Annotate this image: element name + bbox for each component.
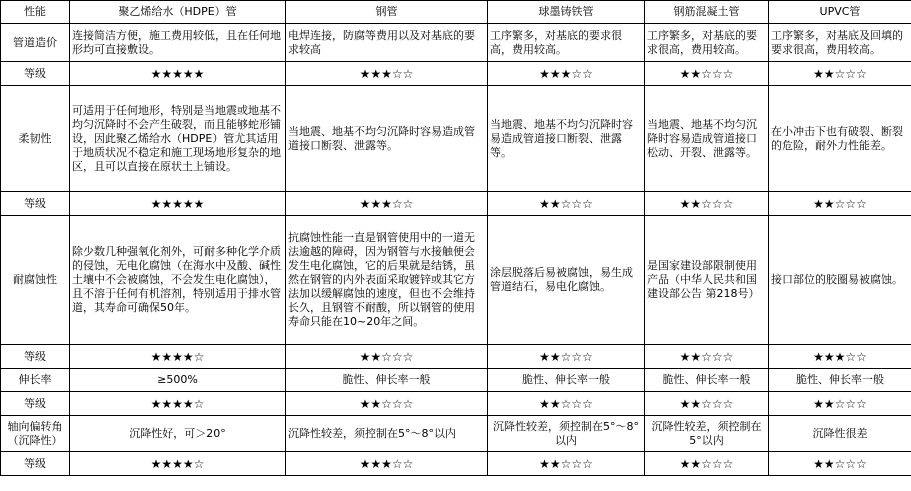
table-row-axial-deflection (1, 416, 911, 452)
cell-ductile-iron: 涂层脱落后易被腐蚀，易生成管道结石，易电化腐蚀。 (488, 216, 645, 345)
row-label: 伸长率 (1, 369, 70, 392)
rating-stars: ★★☆☆☆ (286, 392, 488, 416)
table-row-rating (1, 392, 911, 416)
row-label: 柔韧性 (1, 86, 70, 192)
cell-hdpe: 可适用于任何地形，特别是当地震或地基不均匀沉降时不会产生破裂，而且能够蛇形铺设，因此聚乙烯给水（HDPE）管尤其适用于地质状况不稳定和施工现场地形复杂的地区，且可以直接在原状土上铺设。 (70, 86, 286, 192)
row-label: 等级 (1, 192, 70, 216)
cell-ductile-iron: 脆性、伸长率一般 (488, 369, 645, 392)
rating-stars: ★★☆☆☆ (769, 62, 911, 86)
cell-upvc: 在小冲击下也有破裂、断裂的危险，耐外力性能差。 (769, 86, 911, 192)
rating-stars: ★★☆☆☆ (645, 345, 769, 369)
rating-stars: ★★☆☆☆ (286, 345, 488, 369)
header-steel: 钢管 (286, 1, 488, 24)
cell-concrete: 工序繁多，对基底的要求很高，费用较高。 (645, 24, 769, 62)
row-label: 等级 (1, 452, 70, 476)
cell-hdpe: 除少数几种强氧化剂外，可耐多种化学介质的侵蚀，无电化腐蚀（在海水中及酸、碱性土壤中不会被腐蚀，不会发生电化腐蚀），且不溶于任何有机溶剂，特别适用于排水管道，其寿命可确保50年。 (70, 216, 286, 345)
rating-stars: ★★★☆☆ (488, 62, 645, 86)
header-ductile-iron: 球墨铸铁管 (488, 1, 645, 24)
table-row-rating (1, 62, 911, 86)
table-row-rating (1, 345, 911, 369)
cell-upvc: 接口部位的胶圈易被腐蚀。 (769, 216, 911, 345)
rating-stars: ★★★★★ (70, 62, 286, 86)
cell-ductile-iron: 工序繁多，对基底的要求很高，费用较高。 (488, 24, 645, 62)
cell-concrete: 是国家建设部限制使用产品（中华人民共和国建设部公告 第218号） (645, 216, 769, 345)
row-label: 等级 (1, 392, 70, 416)
cell-steel: 电焊连接，防腐等费用以及对基底的要求较高 (286, 24, 488, 62)
cell-hdpe: ≥500% (70, 369, 286, 392)
rating-stars: ★★★★☆ (70, 392, 286, 416)
cell-upvc: 工序繁多，对基底及回填的要求很高，费用较高。 (769, 24, 911, 62)
cell-upvc: 沉降性很差 (769, 416, 911, 452)
rating-stars: ★★★☆☆ (286, 452, 488, 476)
row-label: 耐腐蚀性 (1, 216, 70, 345)
rating-stars: ★★☆☆☆ (769, 452, 911, 476)
row-label: 等级 (1, 62, 70, 86)
cell-ductile-iron: 沉降性较差，须控制在5°～8°以内 (488, 416, 645, 452)
header-hdpe: 聚乙烯给水（HDPE）管 (70, 1, 286, 24)
table-row-corrosion (1, 216, 911, 345)
rating-stars: ★★★★★ (70, 192, 286, 216)
header-concrete: 钢筋混凝土管 (645, 1, 769, 24)
table-row-cost (1, 24, 911, 62)
cell-concrete: 沉降性较差，须控制在5°以内 (645, 416, 769, 452)
rating-stars: ★★☆☆☆ (645, 192, 769, 216)
row-label: 管道造价 (1, 24, 70, 62)
table-row-toughness (1, 86, 911, 192)
cell-concrete: 当地震、地基不均匀沉降时容易造成管道接口松动、开裂、泄露等。 (645, 86, 769, 192)
rating-stars: ★★★☆☆ (286, 192, 488, 216)
table-row-rating (1, 452, 911, 476)
cell-steel: 沉降性较差，须控制在5°～8°以内 (286, 416, 488, 452)
cell-ductile-iron: 当地震、地基不均匀沉降时容易造成管道接口断裂、泄露等。 (488, 86, 645, 192)
rating-stars: ★★★★☆ (70, 345, 286, 369)
cell-upvc: 脆性、伸长率一般 (769, 369, 911, 392)
row-label: 轴向偏转角（沉降性） (1, 416, 70, 452)
table-row-rating (1, 192, 911, 216)
cell-steel: 当地震、地基不均匀沉降时容易造成管道接口断裂、泄露等。 (286, 86, 488, 192)
cell-concrete: 脆性、伸长率一般 (645, 369, 769, 392)
rating-stars: ★★☆☆☆ (488, 392, 645, 416)
table-row-elongation (1, 369, 911, 392)
rating-stars: ★★☆☆☆ (769, 392, 911, 416)
rating-stars: ★★☆☆☆ (645, 452, 769, 476)
cell-steel: 脆性、伸长率一般 (286, 369, 488, 392)
rating-stars: ★★☆☆☆ (645, 62, 769, 86)
header-performance: 性能 (1, 1, 70, 24)
cell-steel: 抗腐蚀性能一直是钢管使用中的一道无法逾越的障碍，因为钢管与水接触便会发生电化腐蚀，它的后果就是结锈，虽然在钢管的内外表面采取镀锌或其它方法加以缓解腐蚀的速度，但也不会维持长久，且钢管不耐酸，所以钢管的使用寿命只能在10~20年之间。 (286, 216, 488, 345)
rating-stars: ★★☆☆☆ (769, 192, 911, 216)
rating-stars: ★★☆☆☆ (488, 345, 645, 369)
rating-stars: ★★★☆☆ (286, 62, 488, 86)
cell-hdpe: 连接简洁方便，施工费用较低，且在任何地形均可直接敷设。 (70, 24, 286, 62)
header-row (1, 1, 911, 24)
rating-stars: ★★★☆☆ (769, 345, 911, 369)
cell-hdpe: 沉降性好，可＞20° (70, 416, 286, 452)
row-label: 等级 (1, 345, 70, 369)
header-upvc: UPVC管 (769, 1, 911, 24)
rating-stars: ★★★★☆ (70, 452, 286, 476)
rating-stars: ★★☆☆☆ (488, 192, 645, 216)
rating-stars: ★★☆☆☆ (645, 392, 769, 416)
rating-stars: ★★☆☆☆ (488, 452, 645, 476)
